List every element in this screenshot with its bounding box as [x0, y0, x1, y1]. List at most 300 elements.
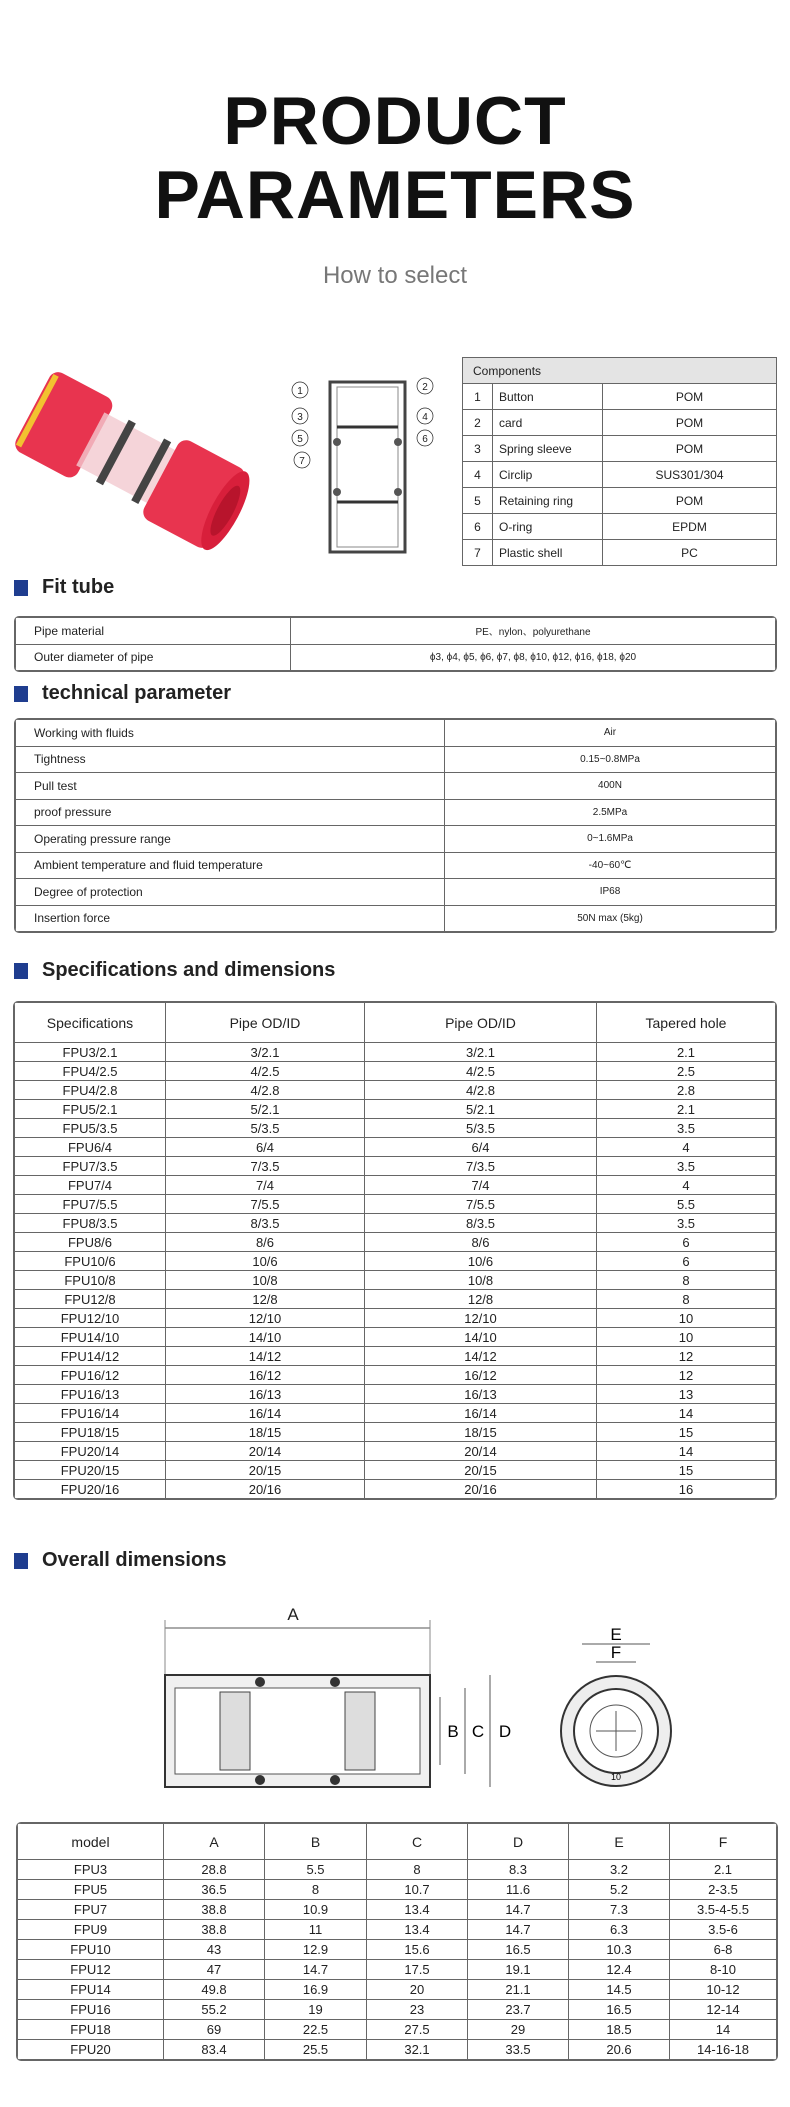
heading-marker-icon: [14, 686, 28, 702]
table-row: [15, 1480, 776, 1499]
heading-text: technical parameter: [42, 682, 231, 704]
table-cell: 4: [597, 1138, 776, 1157]
table-cell: 16/12: [166, 1366, 365, 1385]
technical-table: [14, 718, 777, 933]
table-cell: 6-8: [670, 1940, 777, 1960]
table-cell: PC: [603, 540, 777, 566]
col-header: model: [18, 1824, 164, 1860]
table-cell: FPU12/8: [15, 1290, 166, 1309]
table-cell: 2-3.5: [670, 1880, 777, 1900]
label-d: D: [498, 1722, 512, 1741]
table-cell: Outer diameter of pipe: [16, 644, 291, 671]
product-photo: [0, 360, 260, 560]
table-row: [15, 1138, 776, 1157]
table-cell: 16.9: [265, 1980, 367, 2000]
label-c: C: [471, 1722, 485, 1741]
table-cell: FPU6/4: [15, 1138, 166, 1157]
table-cell: FPU8/3.5: [15, 1214, 166, 1233]
table-cell: 14/10: [166, 1328, 365, 1347]
specs-heading: [14, 959, 335, 982]
specs-table: [13, 1001, 777, 1500]
subtitle: How to select: [322, 262, 468, 289]
table-cell: 83.4: [164, 2040, 265, 2060]
col-header: F: [670, 1824, 777, 1860]
table-cell: POM: [603, 410, 777, 436]
col-header: Pipe OD/ID: [365, 1003, 597, 1043]
table-cell: FPU9: [18, 1920, 164, 1940]
title-line2: PARAMETERS: [154, 157, 636, 233]
table-cell: proof pressure: [16, 799, 445, 826]
table-cell: 22.5: [265, 2020, 367, 2040]
table-cell: FPU14: [18, 1980, 164, 2000]
table-cell: ϕ3, ϕ4, ϕ5, ϕ6, ϕ7, ϕ8, ϕ10, ϕ12, ϕ16, ϕ18, ϕ20: [291, 644, 776, 671]
label-end: 10: [610, 1772, 622, 1782]
table-cell: 38.8: [164, 1920, 265, 1940]
table-cell: 12.9: [265, 1940, 367, 1960]
table-cell: 2.5: [597, 1062, 776, 1081]
table-cell: FPU18/15: [15, 1423, 166, 1442]
table-row: [16, 773, 776, 800]
table-cell: 49.8: [164, 1980, 265, 2000]
table-cell: FPU4/2.5: [15, 1062, 166, 1081]
table-cell: FPU12/10: [15, 1309, 166, 1328]
table-cell: IP68: [445, 879, 776, 906]
table-row: [18, 2040, 777, 2060]
table-row: [16, 746, 776, 773]
table-row: [16, 644, 776, 671]
dimension-drawing: [150, 1600, 710, 1800]
table-cell: FPU3: [18, 1860, 164, 1880]
heading-marker-icon: [14, 963, 28, 979]
table-cell: 33.5: [468, 2040, 569, 2060]
table-cell: FPU18: [18, 2020, 164, 2040]
table-cell: FPU20: [18, 2040, 164, 2060]
table-row: [18, 1860, 777, 1880]
table-cell: 20: [367, 1980, 468, 2000]
table-cell: 7/3.5: [166, 1157, 365, 1176]
table-cell: POM: [603, 384, 777, 410]
table-cell: 7/3.5: [365, 1157, 597, 1176]
table-cell: 18.5: [569, 2020, 670, 2040]
table-cell: 8/6: [166, 1233, 365, 1252]
table-cell: FPU20/15: [15, 1461, 166, 1480]
table-cell: 8/3.5: [166, 1214, 365, 1233]
table-cell: 23.7: [468, 2000, 569, 2020]
table-cell: 10.3: [569, 1940, 670, 1960]
table-cell: 3: [463, 436, 493, 462]
table-cell: Spring sleeve: [493, 436, 603, 462]
heading-text: Fit tube: [42, 576, 115, 598]
table-cell: 16: [597, 1480, 776, 1499]
table-cell: 23: [367, 2000, 468, 2020]
table-cell: Insertion force: [16, 905, 445, 932]
table-row: [16, 905, 776, 932]
table-row: [15, 1442, 776, 1461]
table-row: [15, 1100, 776, 1119]
callout-7: 7: [299, 456, 305, 467]
table-cell: FPU7/5.5: [15, 1195, 166, 1214]
table-cell: Ambient temperature and fluid temperature: [16, 852, 445, 879]
table-cell: 10-12: [670, 1980, 777, 2000]
heading-text: Overall dimensions: [42, 1549, 227, 1571]
fit-tube-heading: [14, 576, 114, 599]
table-cell: 7: [463, 540, 493, 566]
table-cell: Plastic shell: [493, 540, 603, 566]
table-cell: 7/4: [365, 1176, 597, 1195]
table-cell: 43: [164, 1940, 265, 1960]
table-cell: 19: [265, 2000, 367, 2020]
table-row: [15, 1347, 776, 1366]
table-cell: FPU5/2.1: [15, 1100, 166, 1119]
table-row: [15, 1271, 776, 1290]
table-cell: 25.5: [265, 2040, 367, 2060]
table-row: [15, 1252, 776, 1271]
table-row: [15, 1309, 776, 1328]
table-cell: 28.8: [164, 1860, 265, 1880]
table-cell: FPU16/13: [15, 1385, 166, 1404]
table-cell: FPU20/16: [15, 1480, 166, 1499]
table-cell: 12: [597, 1366, 776, 1385]
table-cell: 32.1: [367, 2040, 468, 2060]
table-cell: 38.8: [164, 1900, 265, 1920]
table-cell: 12/10: [365, 1309, 597, 1328]
table-cell: 47: [164, 1960, 265, 1980]
table-cell: card: [493, 410, 603, 436]
table-cell: 14.5: [569, 1980, 670, 2000]
table-cell: 3.5: [597, 1119, 776, 1138]
table-cell: 3/2.1: [166, 1043, 365, 1062]
table-cell: SUS301/304: [603, 462, 777, 488]
label-f: F: [610, 1643, 622, 1662]
overall-dimensions-table: [16, 1822, 778, 2061]
table-cell: 6.3: [569, 1920, 670, 1940]
table-cell: Degree of protection: [16, 879, 445, 906]
table-cell: 14/12: [166, 1347, 365, 1366]
table-cell: 19.1: [468, 1960, 569, 1980]
table-row: [15, 1119, 776, 1138]
table-cell: 8-10: [670, 1960, 777, 1980]
heading-text: Specifications and dimensions: [42, 959, 336, 981]
table-cell: 7/5.5: [365, 1195, 597, 1214]
overall-heading: [14, 1549, 227, 1572]
table-cell: POM: [603, 436, 777, 462]
table-row: [16, 618, 776, 645]
table-row: [463, 384, 777, 410]
table-cell: FPU16/12: [15, 1366, 166, 1385]
col-header: Tapered hole: [597, 1003, 776, 1043]
table-cell: 17.5: [367, 1960, 468, 1980]
table-row: [15, 1366, 776, 1385]
table-row: [16, 826, 776, 853]
table-cell: FPU14/10: [15, 1328, 166, 1347]
cross-section-diagram: [285, 372, 445, 562]
table-cell: 6: [597, 1252, 776, 1271]
table-cell: FPU8/6: [15, 1233, 166, 1252]
table-cell: 2.1: [670, 1860, 777, 1880]
table-cell: 0~1.6MPa: [445, 826, 776, 853]
table-cell: 15: [597, 1423, 776, 1442]
table-row: [15, 1062, 776, 1081]
table-cell: FPU16: [18, 2000, 164, 2020]
table-cell: 16/13: [365, 1385, 597, 1404]
table-cell: 2.1: [597, 1043, 776, 1062]
table-cell: -40~60℃: [445, 852, 776, 879]
table-cell: 4/2.5: [365, 1062, 597, 1081]
table-row: [15, 1176, 776, 1195]
table-cell: 20.6: [569, 2040, 670, 2060]
table-cell: 8/6: [365, 1233, 597, 1252]
table-cell: 20/16: [365, 1480, 597, 1499]
table-cell: 20/14: [365, 1442, 597, 1461]
table-cell: 16.5: [569, 2000, 670, 2020]
col-header: Pipe OD/ID: [166, 1003, 365, 1043]
table-row: [15, 1233, 776, 1252]
table-cell: 4/2.8: [166, 1081, 365, 1100]
table-cell: POM: [603, 488, 777, 514]
table-cell: 6/4: [166, 1138, 365, 1157]
table-cell: 20/15: [365, 1461, 597, 1480]
table-cell: EPDM: [603, 514, 777, 540]
table-cell: 14/10: [365, 1328, 597, 1347]
callout-3: 3: [297, 412, 303, 423]
table-cell: 10: [597, 1309, 776, 1328]
table-cell: FPU10/6: [15, 1252, 166, 1271]
table-cell: 5.5: [265, 1860, 367, 1880]
col-header: C: [367, 1824, 468, 1860]
table-cell: 6: [463, 514, 493, 540]
table-cell: 12/8: [365, 1290, 597, 1309]
table-cell: 5: [463, 488, 493, 514]
table-cell: Button: [493, 384, 603, 410]
table-cell: Pipe material: [16, 618, 291, 645]
col-header: E: [569, 1824, 670, 1860]
table-cell: 16/13: [166, 1385, 365, 1404]
table-cell: 14: [597, 1404, 776, 1423]
table-cell: FPU12: [18, 1960, 164, 1980]
table-row: [18, 1900, 777, 1920]
table-row: [16, 879, 776, 906]
table-cell: 14: [670, 2020, 777, 2040]
table-row: [15, 1404, 776, 1423]
table-cell: Pull test: [16, 773, 445, 800]
table-cell: 14.7: [265, 1960, 367, 1980]
table-cell: 8: [367, 1860, 468, 1880]
table-cell: 13.4: [367, 1920, 468, 1940]
table-row: [18, 1940, 777, 1960]
table-row: [18, 1960, 777, 1980]
table-row: [18, 1980, 777, 2000]
table-cell: 12: [597, 1347, 776, 1366]
table-cell: FPU7/4: [15, 1176, 166, 1195]
table-cell: 10/8: [166, 1271, 365, 1290]
table-cell: 6/4: [365, 1138, 597, 1157]
table-cell: 20/15: [166, 1461, 365, 1480]
heading-marker-icon: [14, 580, 28, 596]
table-cell: 18/15: [166, 1423, 365, 1442]
table-cell: 8: [265, 1880, 367, 1900]
table-cell: 16.5: [468, 1940, 569, 1960]
table-cell: 8: [597, 1271, 776, 1290]
table-cell: O-ring: [493, 514, 603, 540]
table-cell: 10/6: [365, 1252, 597, 1271]
table-cell: 21.1: [468, 1980, 569, 2000]
table-row: [463, 488, 777, 514]
table-cell: 20/14: [166, 1442, 365, 1461]
table-cell: 1: [463, 384, 493, 410]
table-cell: FPU5: [18, 1880, 164, 1900]
table-cell: 11: [265, 1920, 367, 1940]
table-cell: 11.6: [468, 1880, 569, 1900]
table-row: [16, 799, 776, 826]
table-cell: 14: [597, 1442, 776, 1461]
table-cell: FPU7: [18, 1900, 164, 1920]
table-cell: 14.7: [468, 1900, 569, 1920]
table-cell: FPU4/2.8: [15, 1081, 166, 1100]
table-cell: 12/8: [166, 1290, 365, 1309]
table-cell: 12/10: [166, 1309, 365, 1328]
table-row: [463, 514, 777, 540]
table-cell: 7/5.5: [166, 1195, 365, 1214]
table-row: [15, 1423, 776, 1442]
table-cell: PE、nylon、polyurethane: [291, 618, 776, 645]
table-cell: 10/8: [365, 1271, 597, 1290]
table-cell: 2.5MPa: [445, 799, 776, 826]
table-cell: 15: [597, 1461, 776, 1480]
table-cell: 15.6: [367, 1940, 468, 1960]
col-header: Specifications: [15, 1003, 166, 1043]
table-cell: 2.1: [597, 1100, 776, 1119]
callout-1: 1: [297, 386, 303, 397]
components-header: Components: [463, 358, 777, 384]
table-cell: 8: [597, 1290, 776, 1309]
table-row: [15, 1195, 776, 1214]
table-cell: 10/6: [166, 1252, 365, 1271]
table-cell: FPU20/14: [15, 1442, 166, 1461]
table-cell: 8.3: [468, 1860, 569, 1880]
table-cell: 3.5: [597, 1157, 776, 1176]
fit-tube-table: [14, 616, 777, 672]
table-cell: 4: [463, 462, 493, 488]
table-cell: 4/2.5: [166, 1062, 365, 1081]
table-cell: 3.5-4-5.5: [670, 1900, 777, 1920]
table-row: [463, 436, 777, 462]
callout-2: 2: [422, 382, 428, 393]
label-b: B: [447, 1722, 459, 1741]
table-cell: 16/14: [365, 1404, 597, 1423]
label-a: A: [287, 1605, 299, 1624]
table-cell: 4: [597, 1176, 776, 1195]
table-cell: 7.3: [569, 1900, 670, 1920]
table-cell: 3.2: [569, 1860, 670, 1880]
callout-4: 4: [422, 412, 428, 423]
table-cell: 10: [597, 1328, 776, 1347]
table-cell: 0.15~0.8MPa: [445, 746, 776, 773]
table-cell: 14/12: [365, 1347, 597, 1366]
table-row: [15, 1385, 776, 1404]
table-cell: 50N max (5kg): [445, 905, 776, 932]
table-cell: 400N: [445, 773, 776, 800]
table-cell: Retaining ring: [493, 488, 603, 514]
table-row: [18, 1880, 777, 1900]
table-cell: 5/3.5: [365, 1119, 597, 1138]
table-cell: 5/3.5: [166, 1119, 365, 1138]
table-row: [16, 852, 776, 879]
table-cell: 55.2: [164, 2000, 265, 2020]
table-row: [15, 1328, 776, 1347]
table-row: [18, 2020, 777, 2040]
table-cell: 36.5: [164, 1880, 265, 1900]
table-cell: 27.5: [367, 2020, 468, 2040]
table-cell: 10.9: [265, 1900, 367, 1920]
table-cell: 3.5: [597, 1214, 776, 1233]
table-cell: FPU5/3.5: [15, 1119, 166, 1138]
table-cell: FPU7/3.5: [15, 1157, 166, 1176]
table-row: [463, 462, 777, 488]
table-cell: 5/2.1: [166, 1100, 365, 1119]
table-cell: 16/12: [365, 1366, 597, 1385]
table-cell: 13: [597, 1385, 776, 1404]
table-cell: 13.4: [367, 1900, 468, 1920]
table-cell: 2: [463, 410, 493, 436]
table-cell: FPU10/8: [15, 1271, 166, 1290]
table-cell: 12.4: [569, 1960, 670, 1980]
callout-5: 5: [297, 434, 303, 445]
heading-marker-icon: [14, 1553, 28, 1569]
table-cell: 5.5: [597, 1195, 776, 1214]
table-row: [15, 1461, 776, 1480]
table-cell: Circlip: [493, 462, 603, 488]
label-e: E: [610, 1625, 622, 1644]
col-header: A: [164, 1824, 265, 1860]
col-header: D: [468, 1824, 569, 1860]
table-cell: 14-16-18: [670, 2040, 777, 2060]
table-cell: 29: [468, 2020, 569, 2040]
table-row: [15, 1157, 776, 1176]
table-cell: FPU16/14: [15, 1404, 166, 1423]
table-row: [16, 720, 776, 747]
table-cell: 5.2: [569, 1880, 670, 1900]
table-cell: 7/4: [166, 1176, 365, 1195]
table-row: [18, 1920, 777, 1940]
table-cell: FPU3/2.1: [15, 1043, 166, 1062]
table-row: [463, 410, 777, 436]
col-header: B: [265, 1824, 367, 1860]
technical-heading: [14, 682, 231, 705]
table-cell: FPU10: [18, 1940, 164, 1960]
table-cell: 12-14: [670, 2000, 777, 2020]
table-row: [15, 1290, 776, 1309]
table-row: [18, 2000, 777, 2020]
table-cell: 2.8: [597, 1081, 776, 1100]
table-cell: 6: [597, 1233, 776, 1252]
table-cell: 18/15: [365, 1423, 597, 1442]
table-cell: 4/2.8: [365, 1081, 597, 1100]
table-cell: 3/2.1: [365, 1043, 597, 1062]
table-cell: 10.7: [367, 1880, 468, 1900]
table-cell: 3.5-6: [670, 1920, 777, 1940]
components-table: [462, 357, 777, 566]
table-cell: 20/16: [166, 1480, 365, 1499]
callout-6: 6: [422, 434, 428, 445]
table-cell: 69: [164, 2020, 265, 2040]
table-cell: Operating pressure range: [16, 826, 445, 853]
table-cell: 14.7: [468, 1920, 569, 1940]
table-row: [463, 540, 777, 566]
table-row: [15, 1081, 776, 1100]
table-cell: 5/2.1: [365, 1100, 597, 1119]
table-row: [15, 1043, 776, 1062]
table-cell: Tightness: [16, 746, 445, 773]
